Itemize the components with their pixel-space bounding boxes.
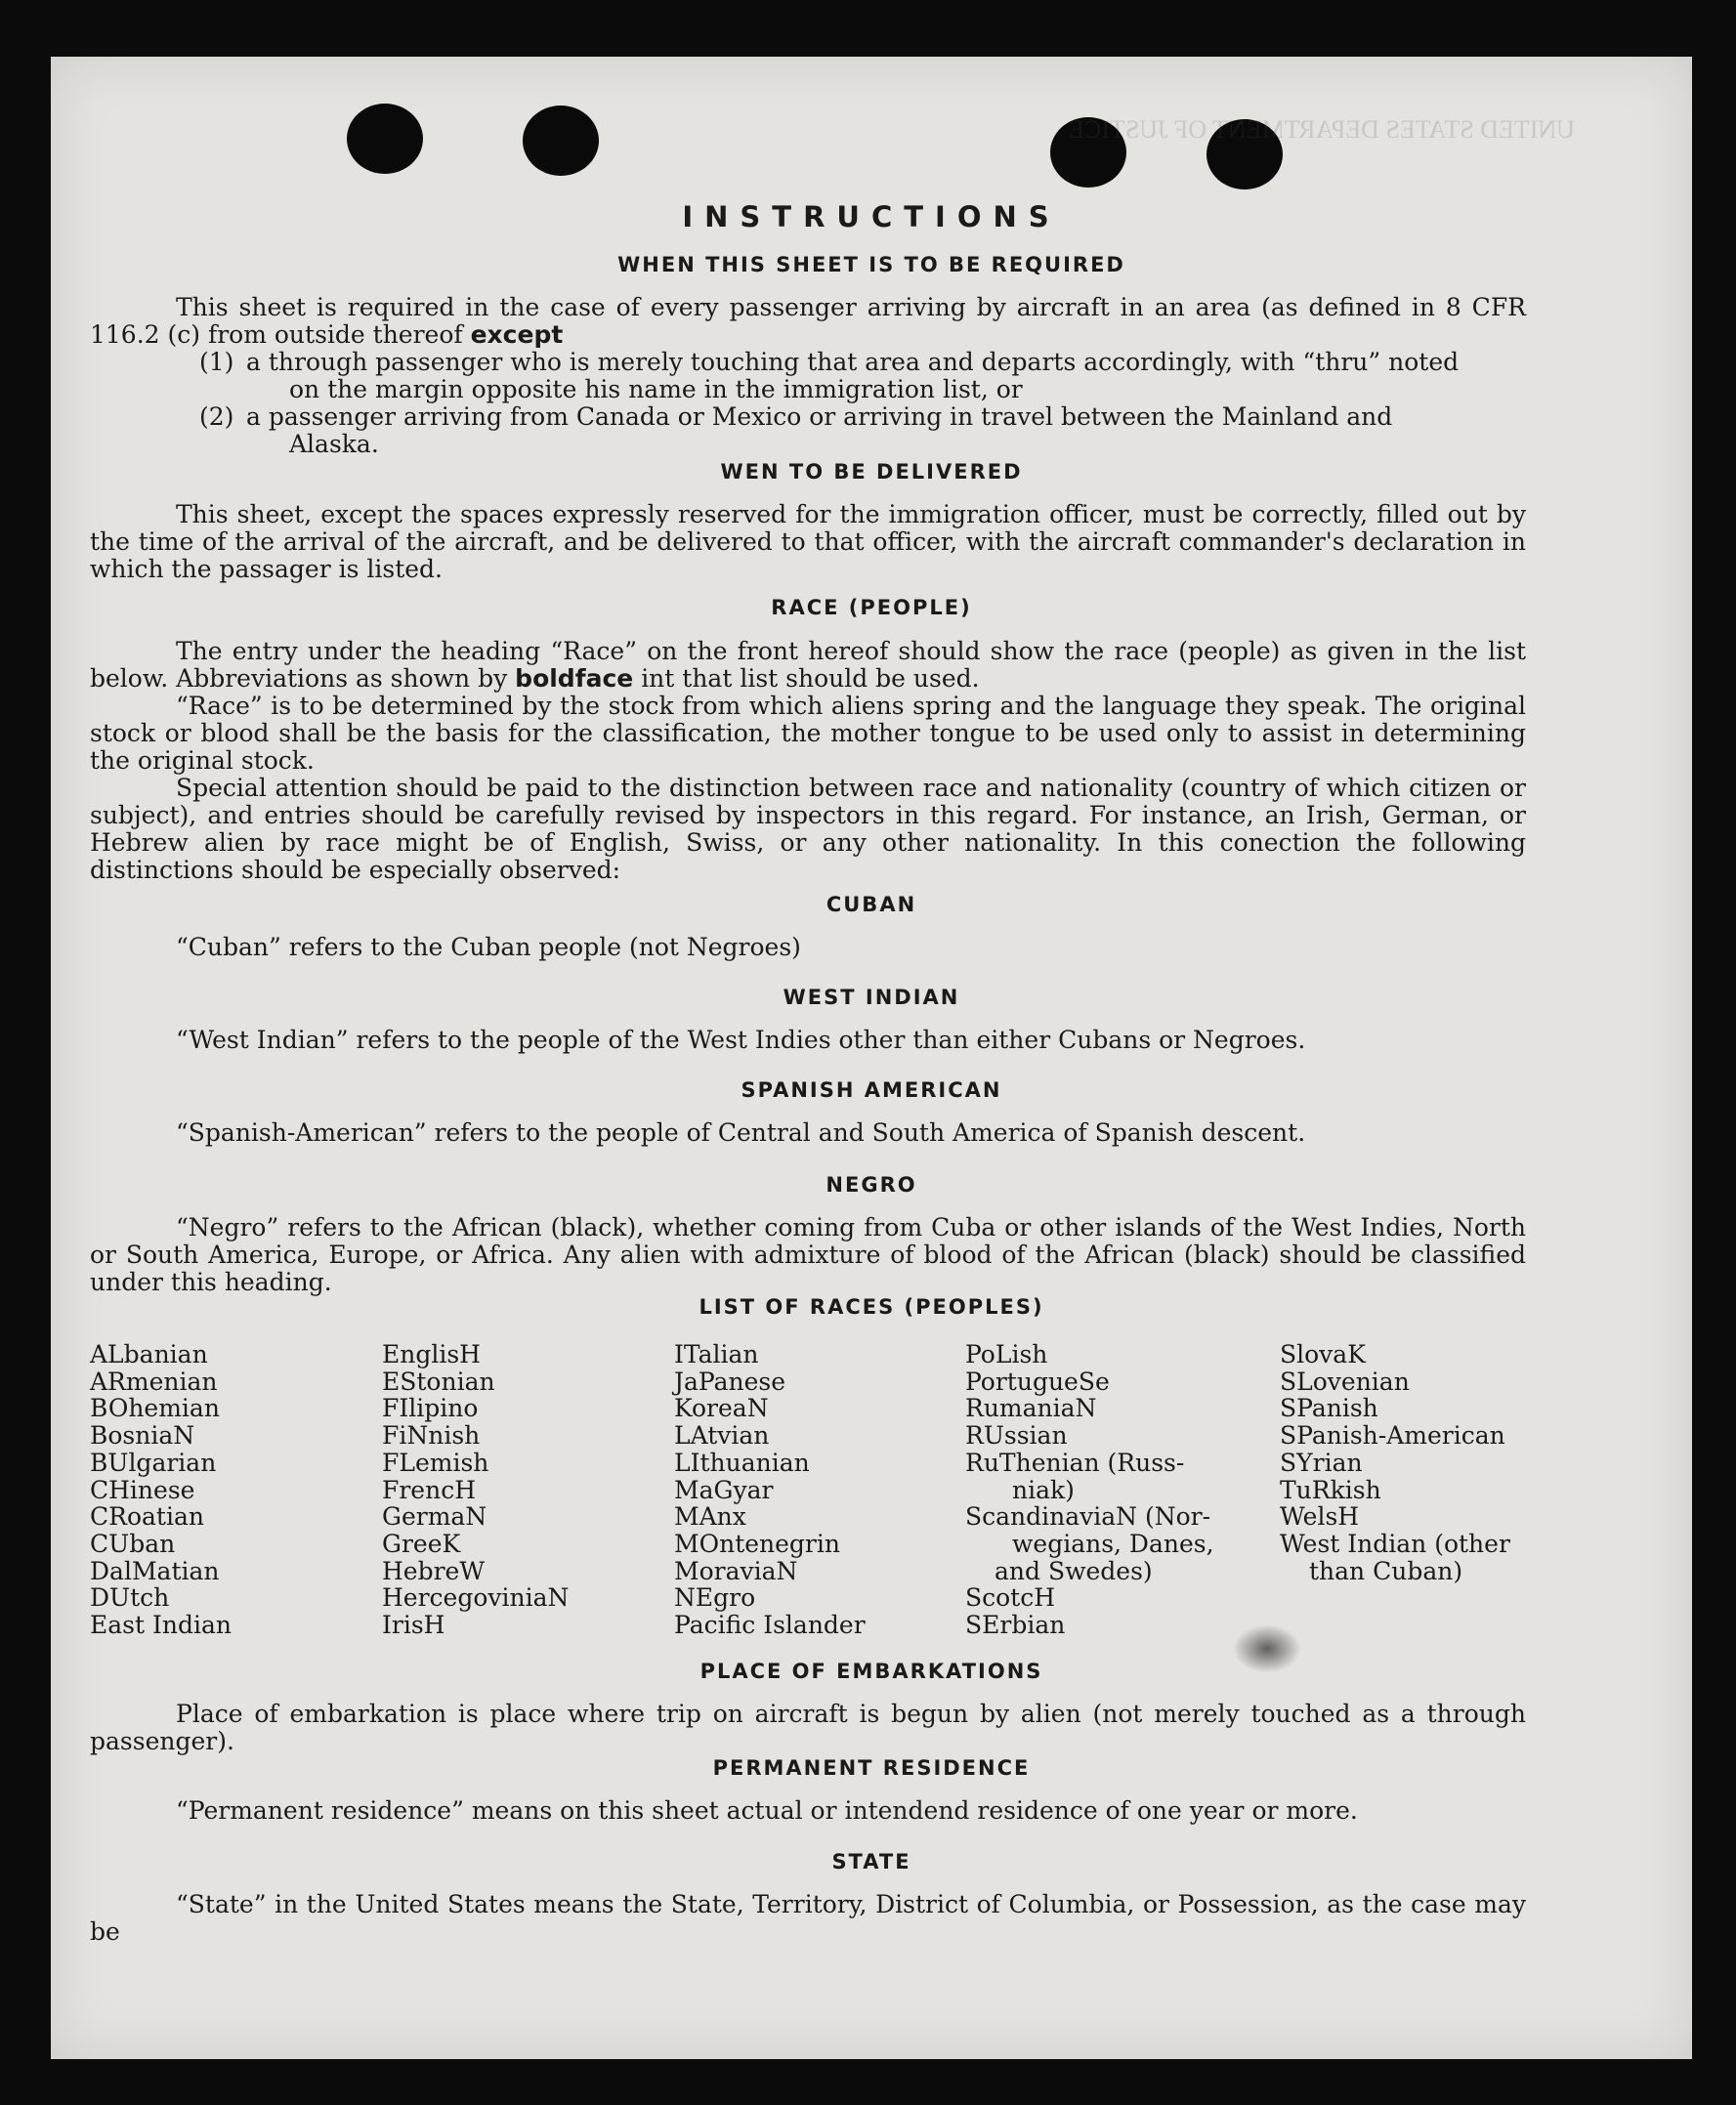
page-title: INSTRUCTIONS [682,200,1061,233]
list-item: East Indian [90,1611,232,1640]
list-item: FLemish [382,1448,489,1477]
list-item: SPanish [1280,1394,1378,1423]
race-list-column-5 [1280,1341,1510,1584]
list-item: HebreW [382,1556,486,1585]
list-item: MAnx [674,1502,746,1532]
heading-permanent-residence: PERMANENT RESIDENCE [712,1756,1031,1780]
list-item: MoraviaN [674,1556,798,1585]
negro-text: “Negro” refers to the African (black), whether coming from Cuba or other islands of the West Indies, North or South America, Europe, or Africa. Any alien with admixture of blood of the African (black) should be classified under this heading. [90,1213,1526,1296]
punch-hole [523,105,599,176]
list-item: JaPanese [674,1367,786,1396]
ink-smudge [1233,1624,1301,1673]
list-item: and Swedes) [995,1556,1153,1585]
race-list-column-3 [674,1341,866,1639]
heading-cuban: CUBAN [826,893,917,916]
heading-race: RACE (PEOPLE) [771,596,972,619]
list-item: Pacific Islander [674,1611,866,1640]
list-item: ScotcH [965,1583,1056,1613]
list-item: CUban [90,1529,176,1558]
race-paragraph-2: “Race” is to be determined by the stock from which aliens spring and the language they speak. The original stock or blood shall be the basis for the classification, the mother tongue to be used only to assist in determining the original stock. [90,692,1526,775]
list-item: ARmenian [90,1367,218,1396]
heading-west-indian: WEST INDIAN [783,986,960,1009]
heading-when-required: WHEN THIS SHEET IS TO BE REQUIRED [617,253,1125,276]
list-item: GreeK [382,1529,461,1558]
race-paragraph-1: The entry under the heading “Race” on the front hereof should show the race (people) as given in the list below. Abbreviations as shown by boldface int that list should be used. [90,637,1526,693]
heading-embarkation: PLACE OF EMBARKATIONS [699,1660,1043,1683]
when-required-intro: This sheet is required in the case of every passenger arriving by aircraft in an area (as defined in 8 CFR 116.2 (c) from outside thereof except [90,293,1526,349]
residence-text: “Permanent residence” means on this sheet actual or intendend residence of one year or more. [176,1796,1358,1825]
list-item: NEgro [674,1583,756,1613]
list-item: HercegoviniaN [382,1583,570,1613]
list-item: IrisH [382,1611,445,1640]
list-item: BosniaN [90,1421,195,1451]
list-item: ITalian [674,1340,759,1368]
list-item: SYrian [1280,1448,1363,1477]
list-item: niak) [1012,1475,1075,1504]
list-item: WelsH [1280,1502,1360,1532]
list-item: MaGyar [674,1475,774,1504]
list-item: DUtch [90,1583,170,1613]
list-item: SlovaK [1280,1340,1366,1368]
embarkation-text: Place of embarkation is place where trip on aircraft is begun by alien (not merely touched as a through passenger). [90,1700,1526,1755]
list-item: ScandinaviaN (Nor- [965,1502,1211,1532]
west-indian-text: “West Indian” refers to the people of the West Indies other than either Cubans or Negroes. [176,1026,1306,1054]
list-item: CHinese [90,1475,195,1504]
list-item: FiNnish [382,1421,481,1451]
list-item: West Indian (other [1280,1529,1510,1558]
list-item: LAtvian [674,1421,770,1451]
list-item: CRoatian [90,1502,204,1532]
list-item: ALbanian [90,1340,208,1368]
list-item: GermaN [382,1502,487,1532]
exception-item-1: (1) a through passenger who is merely touching that area and departs accordingly, with “thru” noted on the margin opposite his name in the immigration list, or [199,348,1460,403]
heading-list-of-races: LIST OF RACES (PEOPLES) [699,1295,1044,1319]
spanish-american-text: “Spanish-American” refers to the people of Central and South America of Spanish descent. [176,1118,1306,1147]
heading-when-delivered: WEN TO BE DELIVERED [720,460,1023,484]
list-item: SPanish-American [1280,1421,1505,1451]
state-text: “State” in the United States means the State, Territory, District of Columbia, or Possession, as the case may be [90,1890,1526,1946]
exception-item-2: (2) a passenger arriving from Canada or Mexico or arriving in travel between the Mainland and Alaska. [199,402,1393,458]
bleed-through-text: UNITED STATES DEPARTMENT OF JUSTICE [1069,115,1575,144]
document-page [51,57,1692,2059]
list-item: PortugueSe [965,1367,1110,1396]
list-item: BOhemian [90,1394,220,1423]
race-list-column-2 [382,1341,569,1639]
list-item: DalMatian [90,1556,220,1585]
list-item: BUlgarian [90,1448,217,1477]
race-paragraph-3: Special attention should be paid to the distinction between race and nationality (country of which citizen or subject), and entries should be carefully revised by inspectors in this regard. For instance, an Irish, German, or Hebrew alien by race might be of English, Swiss, or any other nationality. In this conection the following distinctions should be especially observed: [90,774,1526,884]
list-item: FrencH [382,1475,476,1504]
list-item: RUssian [965,1421,1068,1451]
except-word: except [470,320,564,349]
list-item: SErbian [965,1611,1066,1640]
heading-negro: NEGRO [826,1173,917,1197]
list-item: FIlipino [382,1394,479,1423]
boldface-word: boldface [515,664,634,693]
heading-spanish-american: SPANISH AMERICAN [741,1078,1002,1102]
list-item: LIthuanian [674,1448,810,1477]
when-delivered-text: This sheet, except the spaces expressly reserved for the immigration officer, must be correctly, filled out by the time of the arrival of the aircraft, and be delivered to that officer, with the aircraft commander's declaration in which the passager is listed. [90,500,1526,583]
list-item: SLovenian [1280,1367,1410,1396]
list-item: than Cuban) [1309,1556,1463,1585]
list-item: MOntenegrin [674,1529,840,1558]
list-item: EStonian [382,1367,495,1396]
list-item: RumaniaN [965,1394,1097,1423]
race-list-column-4 [965,1341,1214,1639]
punch-hole [347,104,423,174]
list-item: TuRkish [1280,1475,1381,1504]
list-item: EnglisH [382,1340,481,1368]
cuban-text: “Cuban” refers to the Cuban people (not Negroes) [176,933,801,961]
list-item: KoreaN [674,1394,769,1423]
heading-state: STATE [831,1850,911,1873]
race-list-column-1 [90,1341,232,1639]
list-item: RuThenian (Russ- [965,1448,1185,1477]
list-item: wegians, Danes, [1012,1529,1214,1558]
list-item: PoLish [965,1340,1048,1368]
